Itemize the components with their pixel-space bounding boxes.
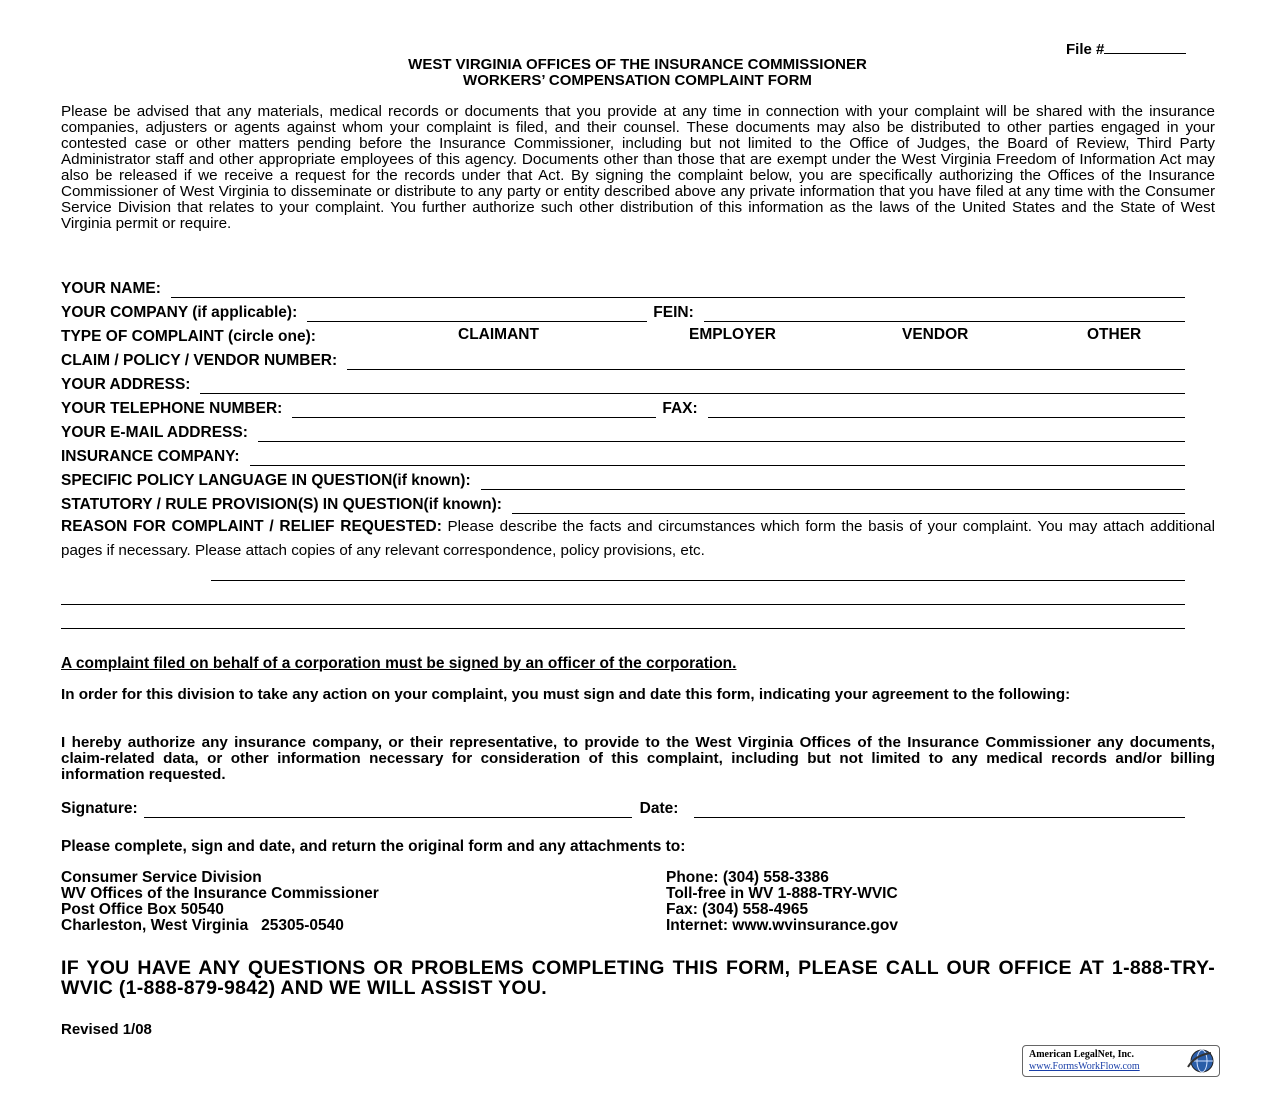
mailing-address bbox=[61, 870, 379, 934]
contact-internet: Internet: www.wvinsurance.gov bbox=[666, 917, 898, 934]
signature-row bbox=[61, 798, 1185, 818]
option-vendor[interactable]: VENDOR bbox=[902, 326, 969, 343]
your-company-label: YOUR COMPANY (if applicable): bbox=[61, 304, 298, 321]
telephone-label: YOUR TELEPHONE NUMBER: bbox=[61, 400, 283, 417]
disclaimer-paragraph: Please be advised that any materials, medical records or documents that you provide at any time in connection with your complaint will be shared with the insurance companies, adjusters or agents against whom your complaint is filed, and their counsel. These documents may also be distributed to other parties engaged in your contested case or other matters pending before the Insurance Commissioner, including but not limited to the Office of Judges, the Board of Review, Third Party Administrator staff and other appropriate employees of this agency. Documents other than those that are exempt under the West Virginia Freedom of Information Act may also be released if we receive a request for the records under that Act. By signing the complaint below, you are specifically authorizing the Offices of the Insurance Commissioner of West Virginia to disseminate or distribute to any party or entity described above any private information that you have filed at any time with the Consumer Service Division that relates to your complaint. You further authorize such other distribution of this information as the laws of the United States and the State of West Virginia permit or require. bbox=[61, 103, 1215, 232]
fax-input-line[interactable] bbox=[708, 403, 1185, 418]
claim-number-label: CLAIM / POLICY / VENDOR NUMBER: bbox=[61, 352, 338, 369]
statutory-provision-row bbox=[61, 494, 1185, 514]
your-company-input-line[interactable] bbox=[307, 307, 647, 322]
your-address-row bbox=[61, 374, 1185, 394]
address-line-3: Post Office Box 50540 bbox=[61, 901, 224, 918]
email-input-line[interactable] bbox=[258, 427, 1185, 442]
insurance-company-input-line[interactable] bbox=[250, 451, 1185, 466]
policy-language-label: SPECIFIC POLICY LANGUAGE IN QUESTION(if known): bbox=[61, 472, 471, 489]
return-instructions: Please complete, sign and date, and return the original form and any attachments to: bbox=[61, 838, 686, 855]
insurance-company-row bbox=[61, 446, 1185, 466]
insurance-company-label: INSURANCE COMPANY: bbox=[61, 448, 240, 465]
reason-input-line-1[interactable] bbox=[211, 580, 1185, 581]
option-other[interactable]: OTHER bbox=[1087, 326, 1142, 343]
email-row bbox=[61, 422, 1185, 442]
policy-language-row bbox=[61, 470, 1185, 490]
reason-instructions: Please describe the facts and circumstances which form the basis of your complaint. You may attach additional pages if necessary. Please attach copies of any relevant correspondence, policy provisions, etc. bbox=[61, 518, 1215, 559]
claim-number-input-line[interactable] bbox=[347, 355, 1185, 370]
reason-section bbox=[61, 515, 1215, 563]
your-company-row bbox=[61, 302, 1185, 322]
statutory-provision-label: STATUTORY / RULE PROVISION(S) IN QUESTION(if known): bbox=[61, 496, 502, 513]
fein-label: FEIN: bbox=[653, 304, 694, 321]
file-number-label: File # bbox=[1066, 41, 1105, 58]
revised-date: Revised 1/08 bbox=[61, 1021, 152, 1038]
authorization-statement: I hereby authorize any insurance company, or their representative, to provide to the West Virginia Offices of the Insurance Commissioner any documents, claim-related data, or other information necessary for consideration of this complaint, including but not limited to any medical records and/or billing information requested. bbox=[61, 734, 1215, 783]
your-address-label: YOUR ADDRESS: bbox=[61, 376, 191, 393]
corporation-note: A complaint filed on behalf of a corporation must be signed by an officer of the corporation. bbox=[61, 655, 737, 672]
date-label: Date: bbox=[639, 800, 679, 817]
contact-info bbox=[666, 870, 898, 934]
your-name-label: YOUR NAME: bbox=[61, 280, 161, 297]
logo-url-link[interactable]: www.FormsWorkFlow.com bbox=[1029, 1061, 1140, 1072]
reason-input-line-2[interactable] bbox=[61, 604, 1185, 605]
signature-label: Signature: bbox=[61, 800, 138, 817]
sign-notice: In order for this division to take any action on your complaint, you must sign and date this form, indicating your agreement to the following: bbox=[61, 686, 1071, 703]
american-legalnet-logo[interactable] bbox=[1022, 1045, 1220, 1077]
complaint-type-label: TYPE OF COMPLAINT (circle one): bbox=[61, 328, 316, 345]
fein-input-line[interactable] bbox=[704, 307, 1185, 322]
address-line-4: Charleston, West Virginia 25305-0540 bbox=[61, 917, 344, 934]
fax-label: FAX: bbox=[662, 400, 698, 417]
claim-number-row bbox=[61, 350, 1185, 370]
logo-company-name: American LegalNet, Inc. bbox=[1029, 1049, 1134, 1060]
address-line-1: Consumer Service Division bbox=[61, 869, 262, 886]
form-title-line1: WEST VIRGINIA OFFICES OF THE INSURANCE COMMISSIONER bbox=[408, 56, 867, 73]
contact-fax: Fax: (304) 558-4965 bbox=[666, 901, 809, 918]
form-title-line2: WORKERS’ COMPENSATION COMPLAINT FORM bbox=[463, 72, 812, 89]
option-employer[interactable]: EMPLOYER bbox=[689, 326, 776, 343]
your-name-row bbox=[61, 278, 1185, 298]
address-line-2: WV Offices of the Insurance Commissioner bbox=[61, 885, 379, 902]
globe-icon bbox=[1185, 1047, 1215, 1075]
your-address-input-line[interactable] bbox=[200, 379, 1185, 394]
questions-notice: IF YOU HAVE ANY QUESTIONS OR PROBLEMS COMPLETING THIS FORM, PLEASE CALL OUR OFFICE AT 1-888-TRY-WVIC (1-888-879-9842) AND WE WILL ASSIST YOU. bbox=[61, 957, 1215, 999]
option-claimant[interactable]: CLAIMANT bbox=[458, 326, 539, 343]
date-input-line[interactable] bbox=[694, 803, 1185, 818]
contact-tollfree: Toll-free in WV 1-888-TRY-WVIC bbox=[666, 885, 898, 902]
policy-language-input-line[interactable] bbox=[481, 475, 1185, 490]
statutory-provision-input-line[interactable] bbox=[512, 499, 1185, 514]
telephone-input-line[interactable] bbox=[292, 403, 656, 418]
contact-phone: Phone: (304) 558-3386 bbox=[666, 869, 829, 886]
file-number-input-line[interactable] bbox=[1104, 39, 1186, 54]
complaint-type-row bbox=[61, 326, 1185, 346]
reason-label: REASON FOR COMPLAINT / RELIEF REQUESTED: bbox=[61, 518, 442, 535]
email-label: YOUR E-MAIL ADDRESS: bbox=[61, 424, 248, 441]
your-name-input-line[interactable] bbox=[171, 283, 1185, 298]
reason-input-line-3[interactable] bbox=[61, 628, 1185, 629]
signature-input-line[interactable] bbox=[144, 803, 632, 818]
telephone-row bbox=[61, 398, 1185, 418]
